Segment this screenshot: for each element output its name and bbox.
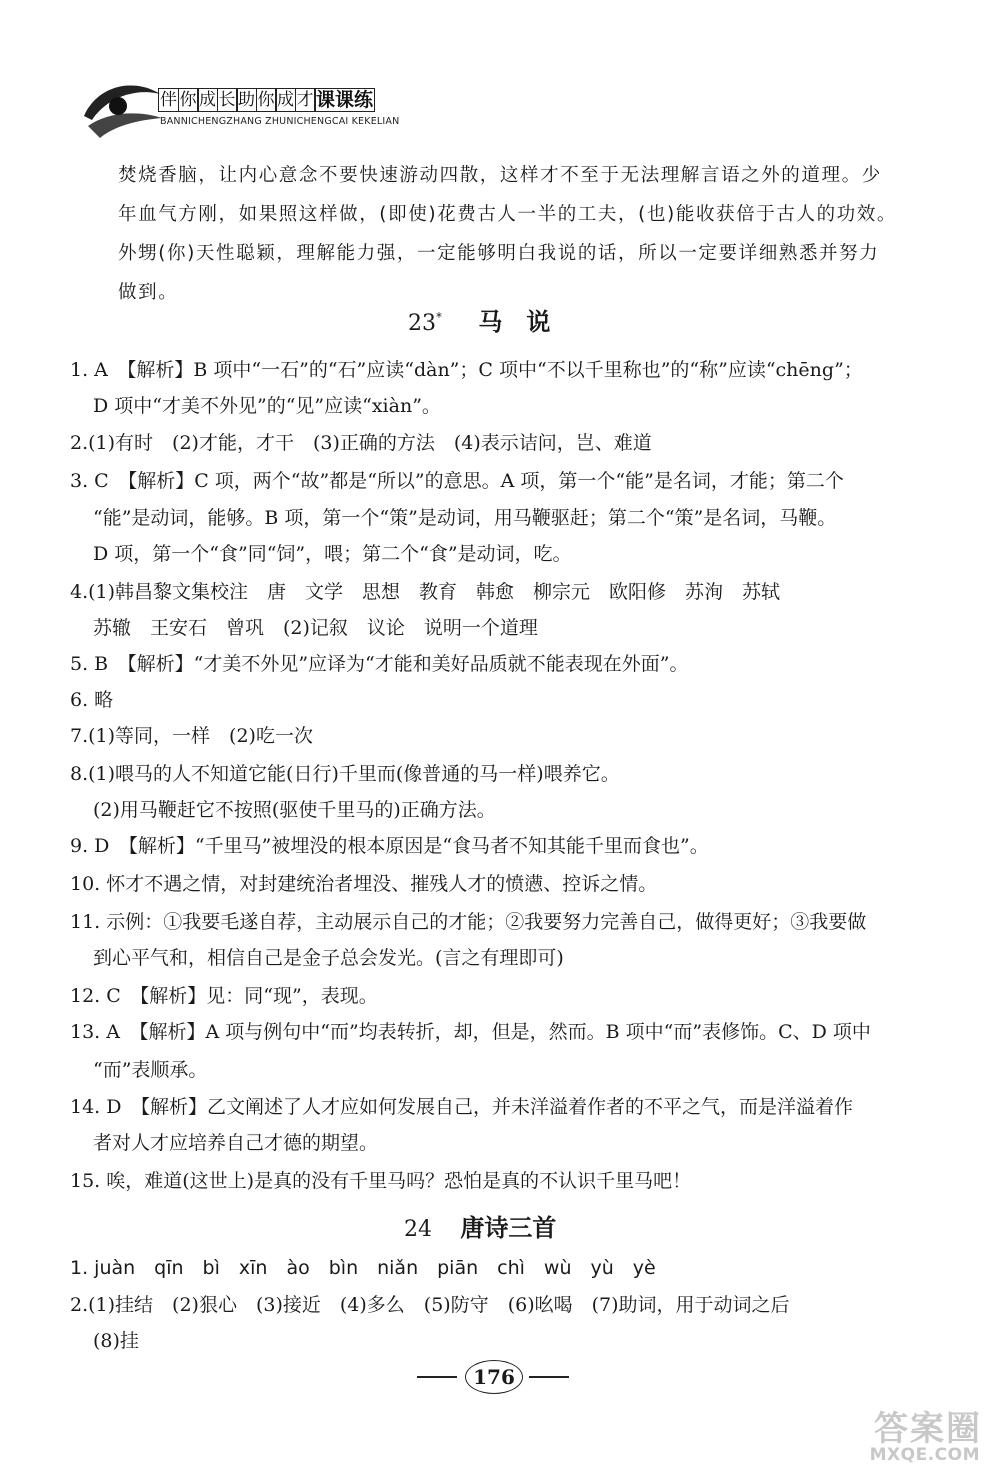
answer-line: 15. 唉，难道(这世上)是真的没有千里马吗？恐怕是真的不认识千里马吧！: [70, 1170, 692, 1192]
answer-line: D 项中“才美不外见”的“见”应读“xiàn”。: [93, 395, 441, 417]
answer-line: (2)用马鞭赶它不按照(驱使千里马的)正确方法。: [93, 799, 496, 821]
answer-line: 6. 略: [70, 689, 114, 711]
logo-cell: 你: [179, 90, 197, 110]
answer-line: D 项，第一个“食”同“饲”，喂；第二个“食”是动词，吃。: [93, 543, 572, 565]
logo-cell: 你: [257, 90, 275, 110]
logo-cell: 才: [296, 90, 314, 110]
answer-line: 者对人才应培养自己才德的期望。: [93, 1132, 379, 1154]
answer-line: 2.(1)挂结 (2)狠心 (3)接近 (4)多么 (5)防守 (6)吆喝 (7)助词，用于动词之后: [70, 1294, 790, 1316]
footer-rule-right: [529, 1376, 569, 1378]
logo-title: [158, 88, 374, 112]
intro-line: 焚烧香脑，让内心意念不要快速游动四散，这样才不至于无法理解言语之外的道理。少: [118, 165, 882, 186]
section-heading: [404, 1208, 556, 1243]
answer-line: 2.(1)有时 (2)才能，才干 (3)正确的方法 (4)表示诘问，岂、难道: [70, 432, 652, 454]
answer-line: “能”是动词，能够。B 项，第一个“策”是动词，用马鞭驱赶；第二个“策”是名词，马鞭。: [93, 507, 837, 529]
logo-cell: 成: [199, 90, 216, 110]
section-star: *: [436, 310, 442, 324]
section-number: 24: [404, 1217, 432, 1242]
section-number: 23: [408, 311, 436, 336]
answer-line: 4.(1)韩昌黎文集校注 唐 文学 思想 教育 韩愈 柳宗元 欧阳修 苏洵 苏轼: [70, 581, 781, 603]
section-title: 马 说: [478, 308, 551, 336]
answer-line: 12. C 【解析】见：同“现”，表现。: [70, 985, 378, 1007]
answer-line: 13. A 【解析】A 项与例句中“而”均表转折，却，但是，然而。B 项中“而”表修饰。C、D 项中: [70, 1021, 871, 1043]
answer-line: 8.(1)喂马的人不知道它能(日行)千里而(像普通的马一样)喂养它。: [70, 763, 620, 785]
section-title: 唐诗三首: [460, 1214, 557, 1242]
answer-line: 苏辙 王安石 曾巩 (2)记叙 议论 说明一个道理: [93, 617, 538, 639]
answer-line: 9. D 【解析】“千里马”被埋没的根本原因是“食马者不知其能千里而食也”。: [70, 835, 709, 857]
answer-line: 14. D 【解析】乙文阐述了人才应如何发展自己，并未洋溢着作者的不平之气，而是洋溢着作: [70, 1096, 853, 1118]
footer-rule-left: [417, 1376, 457, 1378]
logo-cell: 助: [238, 90, 255, 110]
answer-line: 7.(1)等同，一样 (2)吃一次: [70, 725, 313, 747]
answer-line: “而”表顺承。: [93, 1059, 208, 1081]
answer-line: 10. 怀才不遇之情，对封建统治者埋没、摧残人才的愤懑、控诉之情。: [70, 873, 658, 895]
intro-line: 做到。: [118, 282, 179, 303]
answer-line: 1. juàn qīn bì xīn ào bìn niǎn piān chì wù yù yè: [70, 1257, 656, 1279]
logo-cell: 成: [277, 90, 294, 110]
header-logo: [78, 72, 438, 142]
logo-pinyin: BANNICHENGZHANG ZHUNICHENGCAI KEKELIAN: [160, 116, 400, 127]
answer-line: 3. C 【解析】C 项，两个“故”都是“所以”的意思。A 项，第一个“能”是名词，才能；第二个: [70, 470, 844, 492]
answer-line: 到心平气和，相信自己是金子总会发光。(言之有理即可): [93, 947, 564, 969]
intro-line: 年血气方刚，如果照这样做，(即使)花费古人一半的工夫，(也)能收获倍于古人的功效。: [118, 204, 897, 225]
watermark: [842, 1401, 982, 1471]
page-number: 176: [465, 1360, 523, 1394]
page-number-footer: [417, 1358, 577, 1398]
answer-line: 1. A 【解析】B 项中“一石”的“石”应读“dàn”；C 项中“不以千里称也”的“称”应读“chēng”；: [70, 359, 863, 381]
logo-cell: 伴: [160, 90, 177, 110]
watermark-url: MXQE.COM: [869, 1445, 980, 1465]
answer-line: 11. 示例：①我要毛遂自荐，主动展示自己的才能；②我要努力完善自己，做得更好；③我要做: [70, 911, 867, 933]
logo-brand: 课课练: [316, 89, 374, 111]
answer-line: 5. B 【解析】“才美不外见”应译为“才能和美好品质就不能表现在外面”。: [70, 653, 689, 675]
swoosh-logo-icon: [78, 72, 168, 142]
logo-cell: 长: [218, 90, 236, 110]
intro-line: 外甥(你)天性聪颖，理解能力强，一定能够明白我说的话，所以一定要详细熟悉并努力: [118, 243, 880, 264]
watermark-text: 答案圈: [874, 1409, 982, 1449]
section-heading: [408, 302, 550, 337]
answer-line: (8)挂: [93, 1330, 139, 1352]
